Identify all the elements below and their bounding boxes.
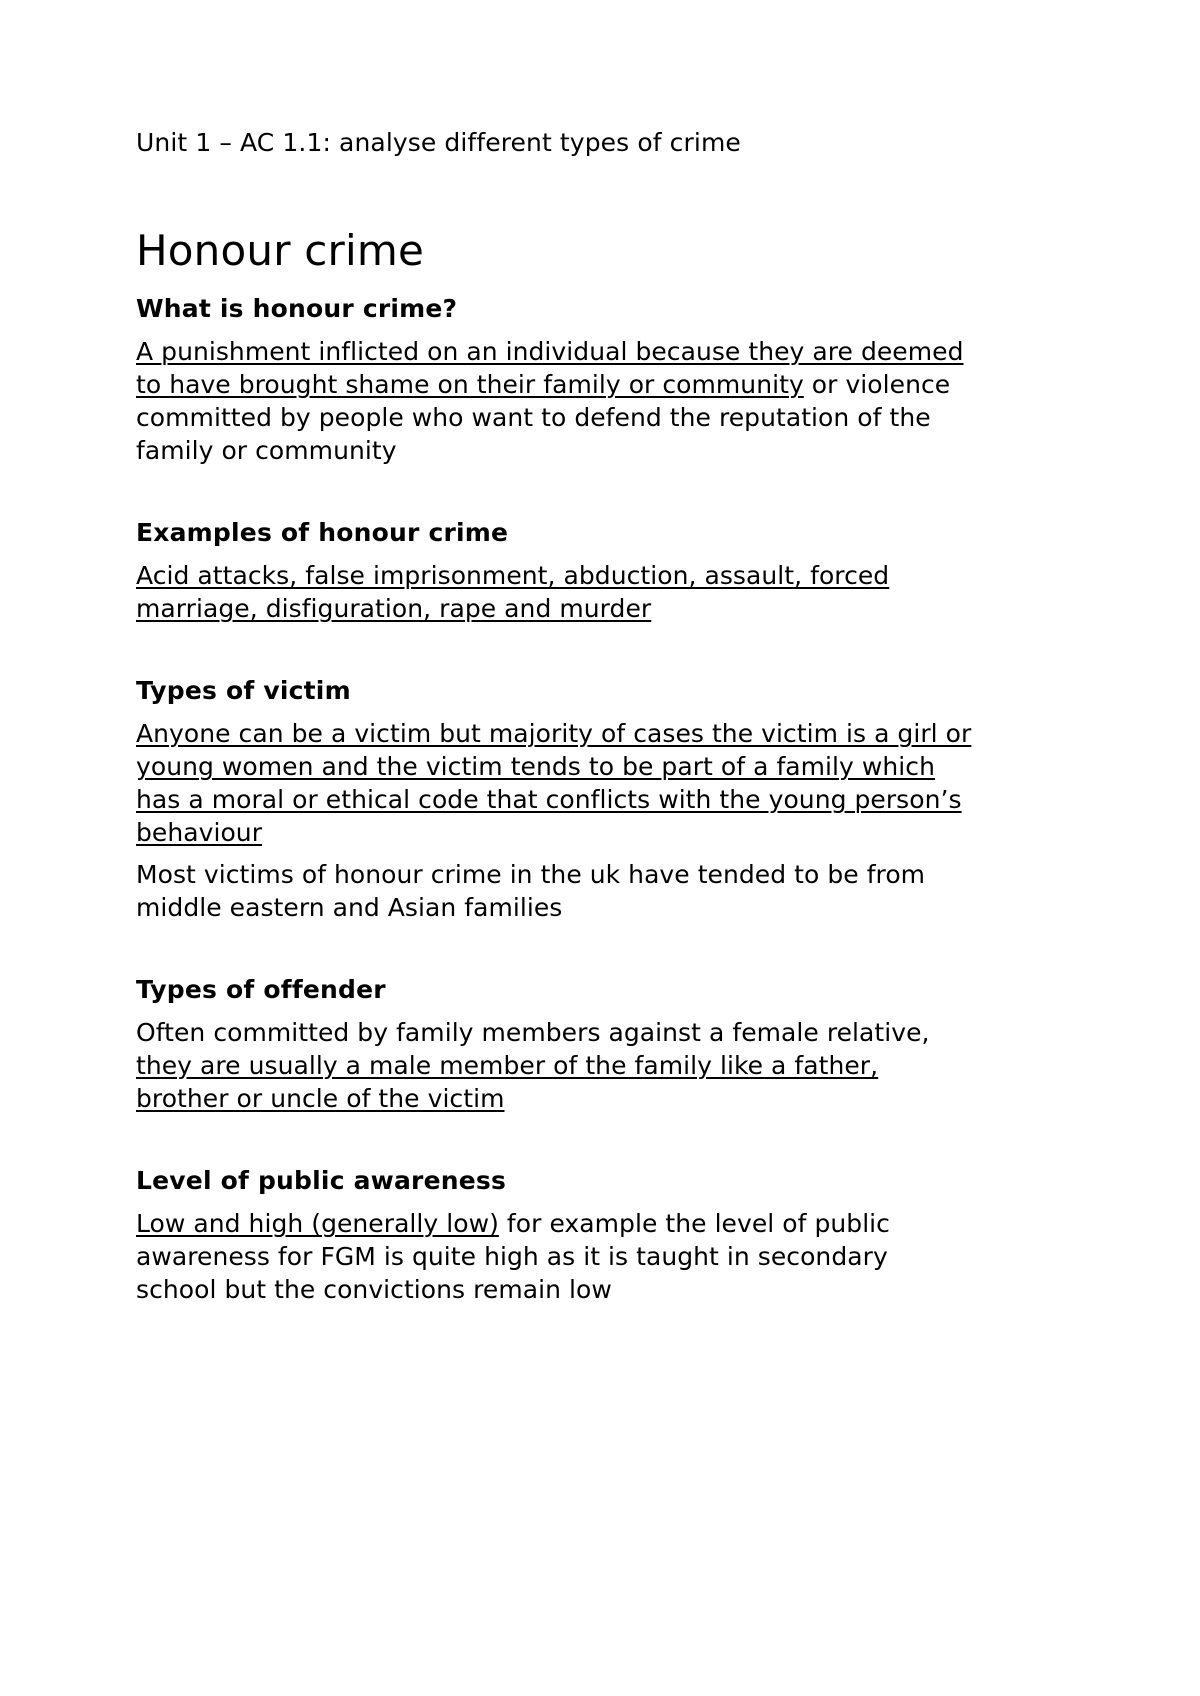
section-level-of-public-awareness bbox=[136, 1164, 976, 1306]
section-heading: Level of public awareness bbox=[136, 1166, 507, 1195]
section-what-is-honour-crime bbox=[136, 292, 976, 467]
section-paragraph bbox=[136, 1016, 976, 1115]
section-examples-of-honour-crime bbox=[136, 516, 976, 625]
section-types-of-offender bbox=[136, 973, 976, 1115]
underlined-text: they are usually a male member of the family like a father, brother or uncle of the victim bbox=[136, 1051, 879, 1113]
plain-text: or violence committed by people who want to defend the reputation of the family or community bbox=[136, 370, 951, 465]
section-paragraph bbox=[136, 858, 976, 924]
section-heading: What is honour crime? bbox=[136, 294, 458, 323]
section-paragraph bbox=[136, 335, 976, 467]
document-content bbox=[136, 126, 976, 1306]
section-types-of-victim bbox=[136, 674, 976, 924]
section-heading: Types of victim bbox=[136, 676, 351, 705]
plain-text-prefix: Often committed by family members against a female relative, bbox=[136, 1018, 930, 1047]
section-heading: Types of offender bbox=[136, 975, 386, 1004]
underlined-text: Low and high (generally low) bbox=[136, 1209, 499, 1238]
document-header-line: Unit 1 – AC 1.1: analyse different types of crime bbox=[136, 128, 741, 157]
underlined-text: A punishment inflicted on an individual because they are deemed to have brought shame on their family or community bbox=[136, 337, 964, 399]
plain-text: Most victims of honour crime in the uk have tended to be from middle eastern and Asian families bbox=[136, 860, 926, 922]
section-paragraph bbox=[136, 717, 976, 849]
section-paragraph bbox=[136, 559, 976, 625]
plain-text: for example the level of public awareness for FGM is quite high as it is taught in secondary school but the convictions remain low bbox=[136, 1209, 890, 1304]
underlined-text: Anyone can be a victim but majority of cases the victim is a girl or young women and the victim tends to be part of a family which has a moral or ethical code that conflicts with the young person’s behaviour bbox=[136, 719, 972, 847]
section-paragraph bbox=[136, 1207, 976, 1306]
section-heading: Examples of honour crime bbox=[136, 518, 509, 547]
underlined-text: Acid attacks, false imprisonment, abduction, assault, forced marriage, disfiguration, rape and murder bbox=[136, 561, 890, 623]
page-title: Honour crime bbox=[136, 226, 425, 275]
